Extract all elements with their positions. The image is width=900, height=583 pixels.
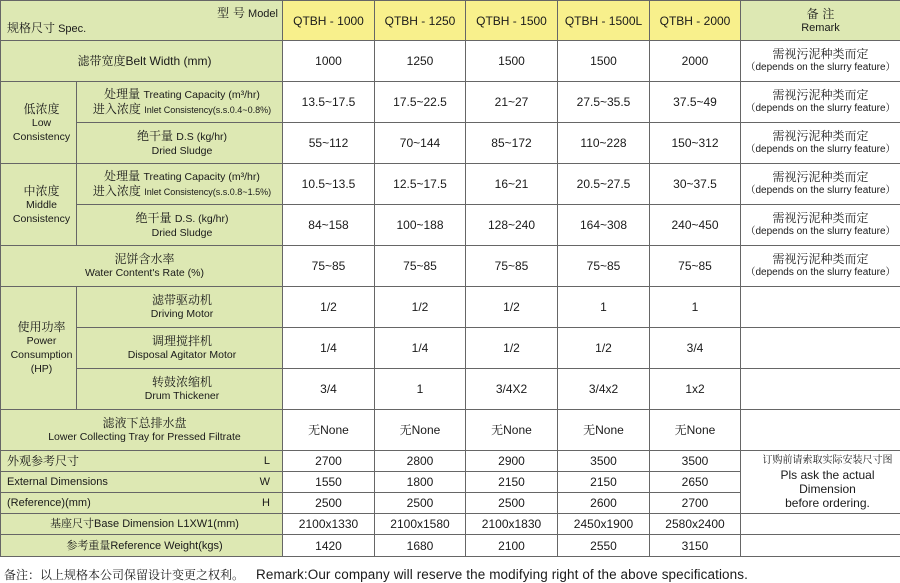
value-cell: 1/2 <box>375 287 466 328</box>
empty-remark-cell <box>741 410 900 451</box>
remark-en: （depends on the slurry feature） <box>745 185 896 196</box>
value-cell: 17.5~22.5 <box>375 82 466 123</box>
dry-en: D.S (kg/hr) <box>176 130 228 143</box>
driving-motor-label <box>77 287 283 328</box>
dimension-l-letter: L <box>263 455 270 467</box>
remark-zh: 需视污泥种类而定 <box>772 211 869 225</box>
model-label-en: Model <box>248 7 278 20</box>
remark-zh: 需视污泥种类而定 <box>772 170 869 184</box>
value-cell: 3/4x2 <box>558 369 650 410</box>
value-cell: 2500 <box>375 493 466 514</box>
value-cell: 2100x1830 <box>466 514 558 535</box>
inlet-zh: 进入浓度 <box>92 184 141 198</box>
header-row <box>1 1 900 41</box>
value-cell: 2800 <box>375 451 466 472</box>
water-content-label <box>1 246 283 287</box>
value-cell: 10.5~13.5 <box>283 164 375 205</box>
remark-zh: 需视污泥种类而定 <box>772 129 869 143</box>
drum-thickener-row <box>1 369 900 410</box>
driving-zh: 滤带驱动机 <box>151 293 212 307</box>
remark-cell <box>741 205 900 246</box>
value-cell: 55~112 <box>283 123 375 164</box>
collecting-tray-label <box>1 410 283 451</box>
remark-cell <box>741 164 900 205</box>
dry-en: D.S. (kg/hr) <box>174 212 229 225</box>
model-header: QTBH - 2000 <box>650 1 741 41</box>
middle-group-label <box>1 164 77 246</box>
middle-dry-label <box>77 205 283 246</box>
value-cell: 1/2 <box>558 328 650 369</box>
remark-header <box>741 1 900 41</box>
value-cell: 128~240 <box>466 205 558 246</box>
power-group-label <box>1 287 77 410</box>
low-group-label <box>1 82 77 164</box>
value-cell: 2600 <box>558 493 650 514</box>
middle-dry-row <box>1 205 900 246</box>
tray-en: Lower Collecting Tray for Pressed Filtrate <box>48 431 241 443</box>
inlet-zh: 进入浓度 <box>92 102 141 116</box>
capacity-en: Treating Capacity (m³/hr) <box>143 89 260 101</box>
remark-en: （depends on the slurry feature） <box>745 267 896 278</box>
low-dry-label <box>77 123 283 164</box>
value-cell: 75~85 <box>283 246 375 287</box>
value-cell: 1/2 <box>466 287 558 328</box>
low-dry-row <box>1 123 900 164</box>
middle-group-en: Middle Consistency <box>12 198 71 225</box>
base-dimension-label: 基座尺寸Base Dimension L1XW1(mm) <box>1 514 283 535</box>
middle-capacity-label <box>77 164 283 205</box>
empty-remark-cell <box>741 535 900 557</box>
value-cell: 1 <box>558 287 650 328</box>
value-cell: 75~85 <box>558 246 650 287</box>
model-header: QTBH - 1000 <box>283 1 375 41</box>
value-cell: 1420 <box>283 535 375 557</box>
collecting-tray-row <box>1 410 900 451</box>
dry-zh: 绝干量 <box>136 128 173 143</box>
dimension-l-label <box>1 451 283 472</box>
footer-en: Remark:Our company will reserve the modifying right of the above specifications. <box>256 567 748 582</box>
value-cell: 1800 <box>375 472 466 493</box>
value-cell: 70~144 <box>375 123 466 164</box>
value-cell: 2100 <box>466 535 558 557</box>
drum-thickener-label <box>77 369 283 410</box>
value-cell: 3500 <box>650 451 741 472</box>
inlet-en: Inlet Consistency(s.s.0.4~0.8%) <box>144 105 272 115</box>
dimension-h-label <box>1 493 283 514</box>
value-cell: 无None <box>558 410 650 451</box>
value-cell: 2700 <box>650 493 741 514</box>
agitator-motor-label <box>77 328 283 369</box>
remark-header-en: Remark <box>801 21 840 34</box>
belt-width-row <box>1 41 900 82</box>
value-cell: 100~188 <box>375 205 466 246</box>
value-cell: 1 <box>650 287 741 328</box>
dry-en2: Dried Sludge <box>151 144 213 157</box>
dimension-label-zh: 外观参考尺寸 <box>7 454 80 468</box>
capacity-zh: 处理量 <box>104 87 141 101</box>
belt-width-label: 滤带宽度Belt Width (mm) <box>1 41 283 82</box>
value-cell: 110~228 <box>558 123 650 164</box>
value-cell: 150~312 <box>650 123 741 164</box>
value-cell: 1/2 <box>283 287 375 328</box>
dimension-w-label <box>1 472 283 493</box>
water-zh: 泥饼含水率 <box>114 252 175 266</box>
model-header: QTBH - 1250 <box>375 1 466 41</box>
value-cell: 2700 <box>283 451 375 472</box>
value-cell: 3/4 <box>283 369 375 410</box>
value-cell: 1 <box>375 369 466 410</box>
value-cell: 75~85 <box>466 246 558 287</box>
spec-label-en: Spec. <box>58 22 87 35</box>
remark-header-zh: 备 注 <box>806 6 835 21</box>
value-cell: 1500 <box>558 41 650 82</box>
remark-zh: 需视污泥种类而定 <box>772 88 869 102</box>
remark-cell <box>741 82 900 123</box>
low-capacity-row <box>1 82 900 123</box>
drum-en: Drum Thickener <box>144 390 220 402</box>
value-cell: 2550 <box>558 535 650 557</box>
remark-en: （depends on the slurry feature） <box>745 144 896 155</box>
middle-capacity-row <box>1 164 900 205</box>
value-cell: 1000 <box>283 41 375 82</box>
driving-motor-row <box>1 287 900 328</box>
model-header: QTBH - 1500 <box>466 1 558 41</box>
low-group-zh: 低浓度 <box>23 101 60 116</box>
remark-cell <box>741 246 900 287</box>
value-cell: 2100x1330 <box>283 514 375 535</box>
value-cell: 16~21 <box>466 164 558 205</box>
capacity-en: Treating Capacity (m³/hr) <box>143 171 260 183</box>
empty-remark-cell <box>741 514 900 535</box>
value-cell: 21~27 <box>466 82 558 123</box>
value-cell: 2150 <box>558 472 650 493</box>
agitator-motor-row <box>1 328 900 369</box>
model-label-zh: 型 号 <box>217 5 245 20</box>
empty-remark-cell <box>741 287 900 328</box>
remark-cell <box>741 123 900 164</box>
empty-remark-cell <box>741 328 900 369</box>
value-cell: 1500 <box>466 41 558 82</box>
low-group-en: Low Consistency <box>12 116 71 143</box>
tray-zh: 滤液下总排水盘 <box>102 416 187 430</box>
water-content-row <box>1 246 900 287</box>
value-cell: 164~308 <box>558 205 650 246</box>
drum-zh: 转鼓浓缩机 <box>151 375 212 389</box>
dimension-h-letter: H <box>262 497 270 509</box>
value-cell: 2150 <box>466 472 558 493</box>
empty-remark-cell <box>741 369 900 410</box>
value-cell: 85~172 <box>466 123 558 164</box>
value-cell: 1550 <box>283 472 375 493</box>
value-cell: 75~85 <box>650 246 741 287</box>
value-cell: 2580x2400 <box>650 514 741 535</box>
spec-label-zh: 规格尺寸 <box>7 20 56 35</box>
remark-zh: 需视污泥种类而定 <box>772 252 869 266</box>
value-cell: 2450x1900 <box>558 514 650 535</box>
value-cell: 无None <box>650 410 741 451</box>
low-capacity-label <box>77 82 283 123</box>
value-cell: 无None <box>466 410 558 451</box>
value-cell: 1/4 <box>283 328 375 369</box>
value-cell: 无None <box>283 410 375 451</box>
value-cell: 2500 <box>466 493 558 514</box>
footer-note <box>4 566 748 583</box>
dry-zh: 绝干量 <box>135 210 172 225</box>
agitator-en: Disposal Agitator Motor <box>127 349 237 361</box>
value-cell: 13.5~17.5 <box>283 82 375 123</box>
reference-weight-row <box>1 535 900 557</box>
value-cell: 240~450 <box>650 205 741 246</box>
dry-en2: Dried Sludge <box>151 226 213 239</box>
inlet-en: Inlet Consistency(s.s.0.8~1.5%) <box>144 187 272 197</box>
value-cell: 37.5~49 <box>650 82 741 123</box>
value-cell: 30~37.5 <box>650 164 741 205</box>
remark-cell <box>741 41 900 82</box>
value-cell: 12.5~17.5 <box>375 164 466 205</box>
remark-en: （depends on the slurry feature） <box>745 62 896 73</box>
value-cell: 84~158 <box>283 205 375 246</box>
remark-zh: 需视污泥种类而定 <box>772 47 869 61</box>
dimension-label-ref: (Reference)(mm) <box>7 497 91 509</box>
value-cell: 3/4X2 <box>466 369 558 410</box>
value-cell: 3150 <box>650 535 741 557</box>
power-group-en: Power Consumption (HP) <box>10 335 73 375</box>
value-cell: 27.5~35.5 <box>558 82 650 123</box>
value-cell: 1x2 <box>650 369 741 410</box>
base-dimension-row <box>1 514 900 535</box>
header-corner-cell <box>1 1 283 41</box>
capacity-zh: 处理量 <box>104 169 141 183</box>
middle-group-zh: 中浓度 <box>23 183 60 198</box>
remark-en: （depends on the slurry feature） <box>745 226 896 237</box>
value-cell: 2900 <box>466 451 558 472</box>
reference-weight-label: 参考重量Reference Weight(kgs) <box>1 535 283 557</box>
power-group-zh: 使用功率 <box>17 320 66 334</box>
value-cell: 1/2 <box>466 328 558 369</box>
value-cell: 1/4 <box>375 328 466 369</box>
model-header: QTBH - 1500L <box>558 1 650 41</box>
value-cell: 无None <box>375 410 466 451</box>
water-en: Water Content's Rate (%) <box>85 267 204 279</box>
value-cell: 20.5~27.5 <box>558 164 650 205</box>
dimension-note-en1: Pls ask the actual Dimension <box>780 468 875 496</box>
driving-en: Driving Motor <box>150 308 214 320</box>
remark-en: （depends on the slurry feature） <box>745 103 896 114</box>
dimension-note <box>741 451 900 514</box>
value-cell: 2100x1580 <box>375 514 466 535</box>
footer-zh: 备注：以上规格本公司保留设计变更之权利。 <box>4 568 245 582</box>
dimension-label-en: External Dimensions <box>7 476 108 488</box>
dimension-w-letter: W <box>259 476 270 488</box>
dimension-note-en2: before ordering. <box>785 496 870 510</box>
value-cell: 3500 <box>558 451 650 472</box>
value-cell: 75~85 <box>375 246 466 287</box>
value-cell: 2000 <box>650 41 741 82</box>
value-cell: 2500 <box>283 493 375 514</box>
value-cell: 1250 <box>375 41 466 82</box>
value-cell: 3/4 <box>650 328 741 369</box>
agitator-zh: 调理搅拌机 <box>151 334 212 348</box>
dimension-l-row <box>1 451 900 472</box>
value-cell: 1680 <box>375 535 466 557</box>
dimension-note-zh: 订购前请索取实际安装尺寸图 <box>762 455 893 466</box>
value-cell: 2650 <box>650 472 741 493</box>
